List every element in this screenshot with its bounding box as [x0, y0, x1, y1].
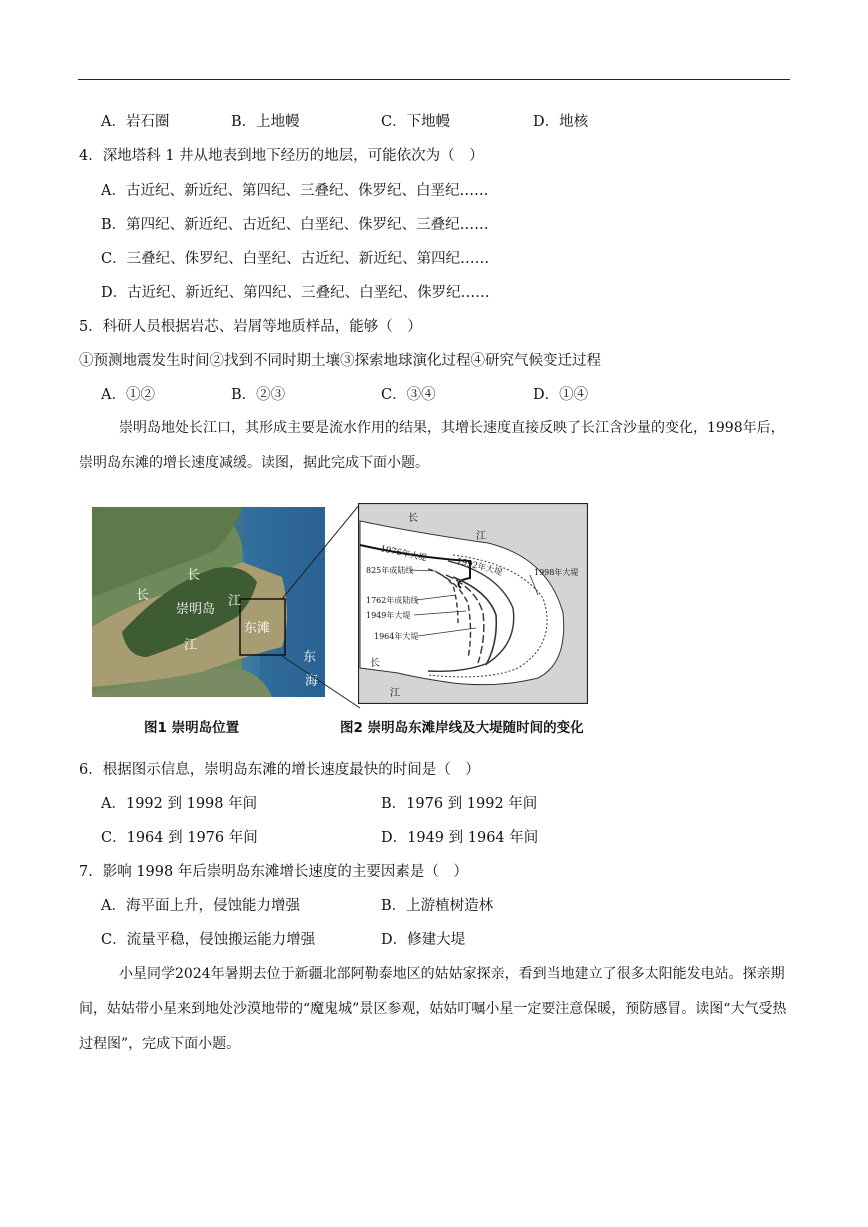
q3-options [0, 112, 868, 132]
q4-option-c[interactable]: C．三叠纪、侏罗纪、白垩纪、古近纪、新近纪、第四纪…… [101, 251, 490, 267]
figure1-label-dongtan: 东滩 [244, 621, 271, 636]
q4-stem: 4．深地塔科 1 井从地表到地下经历的地层，可能依次为（ ） [79, 148, 484, 164]
figure2-label-1964-dyke: 1964年大堤 [374, 632, 419, 641]
q5-stem: 5．科研人员根据岩芯、岩屑等地质样品，能够（ ） [79, 319, 422, 335]
q5-option-a[interactable]: A．①② [101, 387, 155, 403]
figure2-label-jiang-top: 江 [476, 531, 486, 542]
figure-connector-lines [280, 500, 370, 710]
figure2-label-1992-dyke: 1992年大堤 [455, 556, 504, 579]
q4-option-d[interactable]: D．古近纪、新近纪、第四纪、三叠纪、白垩纪、侏罗纪…… [101, 285, 490, 301]
q4-option-a[interactable]: A．古近纪、新近纪、第四纪、三叠纪、侏罗纪、白垩纪…… [101, 183, 489, 199]
q6-options-row2 [0, 828, 868, 848]
figure1-label-hai: 海 [305, 674, 319, 689]
q6-option-a[interactable]: A．1992 到 1998 年间 [101, 796, 258, 812]
q3-option-c[interactable]: C．下地幔 [381, 114, 451, 130]
q7-option-d[interactable]: D．修建大堤 [381, 932, 466, 948]
q6-stem: 6．根据图示信息，崇明岛东滩的增长速度最快的时间是（ ） [79, 762, 480, 778]
figure1-caption: 图1 崇明岛位置 [144, 720, 240, 736]
figure2-label-1762-line: 1762年成陆线 [366, 596, 419, 605]
figure2-label-chang-bot: 长 [370, 658, 380, 669]
q5-options [0, 385, 868, 405]
passage-xiaoxing [79, 957, 793, 1062]
figure2-caption: 图2 崇明岛东滩岸线及大堤随时间的变化 [340, 720, 584, 736]
figure1-label-jiang2: 江 [184, 638, 198, 653]
figure2-label-chang-top: 长 [408, 513, 418, 524]
q7-options-row2 [0, 930, 868, 950]
figure2-label-1998-dyke: 1998年大堤 [534, 568, 579, 577]
figure2-schematic [358, 503, 588, 704]
passage-xiaoxing-text: 小星同学2024年暑期去位于新疆北部阿勒泰地区的姑姑家探亲，看到当地建立了很多太阳能发电站。探亲期间，姑姑带小星来到地处沙漠地带的“魔鬼城”景区参观，姑姑叮嘱小星一定要注意保暖，预防感冒。读图“大气受热过程图”，完成下面小题。 [79, 966, 787, 1052]
figure2-label-1976-dyke: 1976年大堤 [379, 544, 428, 564]
figure2-label-1949-dyke: 1949年大堤 [366, 611, 411, 620]
q7-options-row1 [0, 896, 868, 916]
q7-stem: 7．影响 1998 年后崇明岛东滩增长速度的主要因素是（ ） [79, 864, 468, 880]
figure2-diagram [358, 503, 588, 704]
q7-option-c[interactable]: C．流量平稳，侵蚀搬运能力增强 [101, 932, 316, 948]
q3-option-a[interactable]: A．岩石圈 [101, 114, 170, 130]
passage-chongming [79, 411, 793, 481]
figure1-label-jiang1: 江 [228, 594, 242, 609]
q5-option-c[interactable]: C．③④ [381, 387, 436, 403]
figure2-label-jiang-bot: 江 [390, 688, 400, 699]
header-rule [78, 79, 790, 80]
q6-option-c[interactable]: C．1964 到 1976 年间 [101, 830, 258, 846]
figure1-label-dong: 东 [303, 650, 317, 665]
q5-option-d[interactable]: D．①④ [533, 387, 589, 403]
q6-options-row1 [0, 794, 868, 814]
figure1-label-island: 崇明岛 [176, 602, 216, 617]
q3-option-d[interactable]: D．地核 [533, 114, 589, 130]
passage-chongming-text: 崇明岛地处长江口，其形成主要是流水作用的结果，其增长速度直接反映了长江含沙量的变化，1998年后，崇明岛东滩的增长速度减缓。读图，据此完成下面小题。 [79, 420, 785, 471]
q4-option-b[interactable]: B．第四纪、新近纪、古近纪、白垩纪、侏罗纪、三叠纪…… [101, 217, 489, 233]
q3-option-b[interactable]: B．上地幔 [231, 114, 300, 130]
q6-option-b[interactable]: B．1976 到 1992 年间 [381, 796, 538, 812]
figure1-label-chang2: 长 [136, 588, 150, 603]
q7-option-b[interactable]: B．上游植树造林 [381, 898, 494, 914]
q5-items: ①预测地震发生时间②找到不同时期土壤③探索地球演化过程④研究气候变迁过程 [79, 353, 601, 369]
figure2-label-825-line: 825年成陆线 [366, 566, 414, 575]
q6-option-d[interactable]: D．1949 到 1964 年间 [381, 830, 539, 846]
figure1-label-chang1: 长 [187, 568, 201, 583]
q7-option-a[interactable]: A．海平面上升，侵蚀能力增强 [101, 898, 300, 914]
q5-option-b[interactable]: B．②③ [231, 387, 286, 403]
